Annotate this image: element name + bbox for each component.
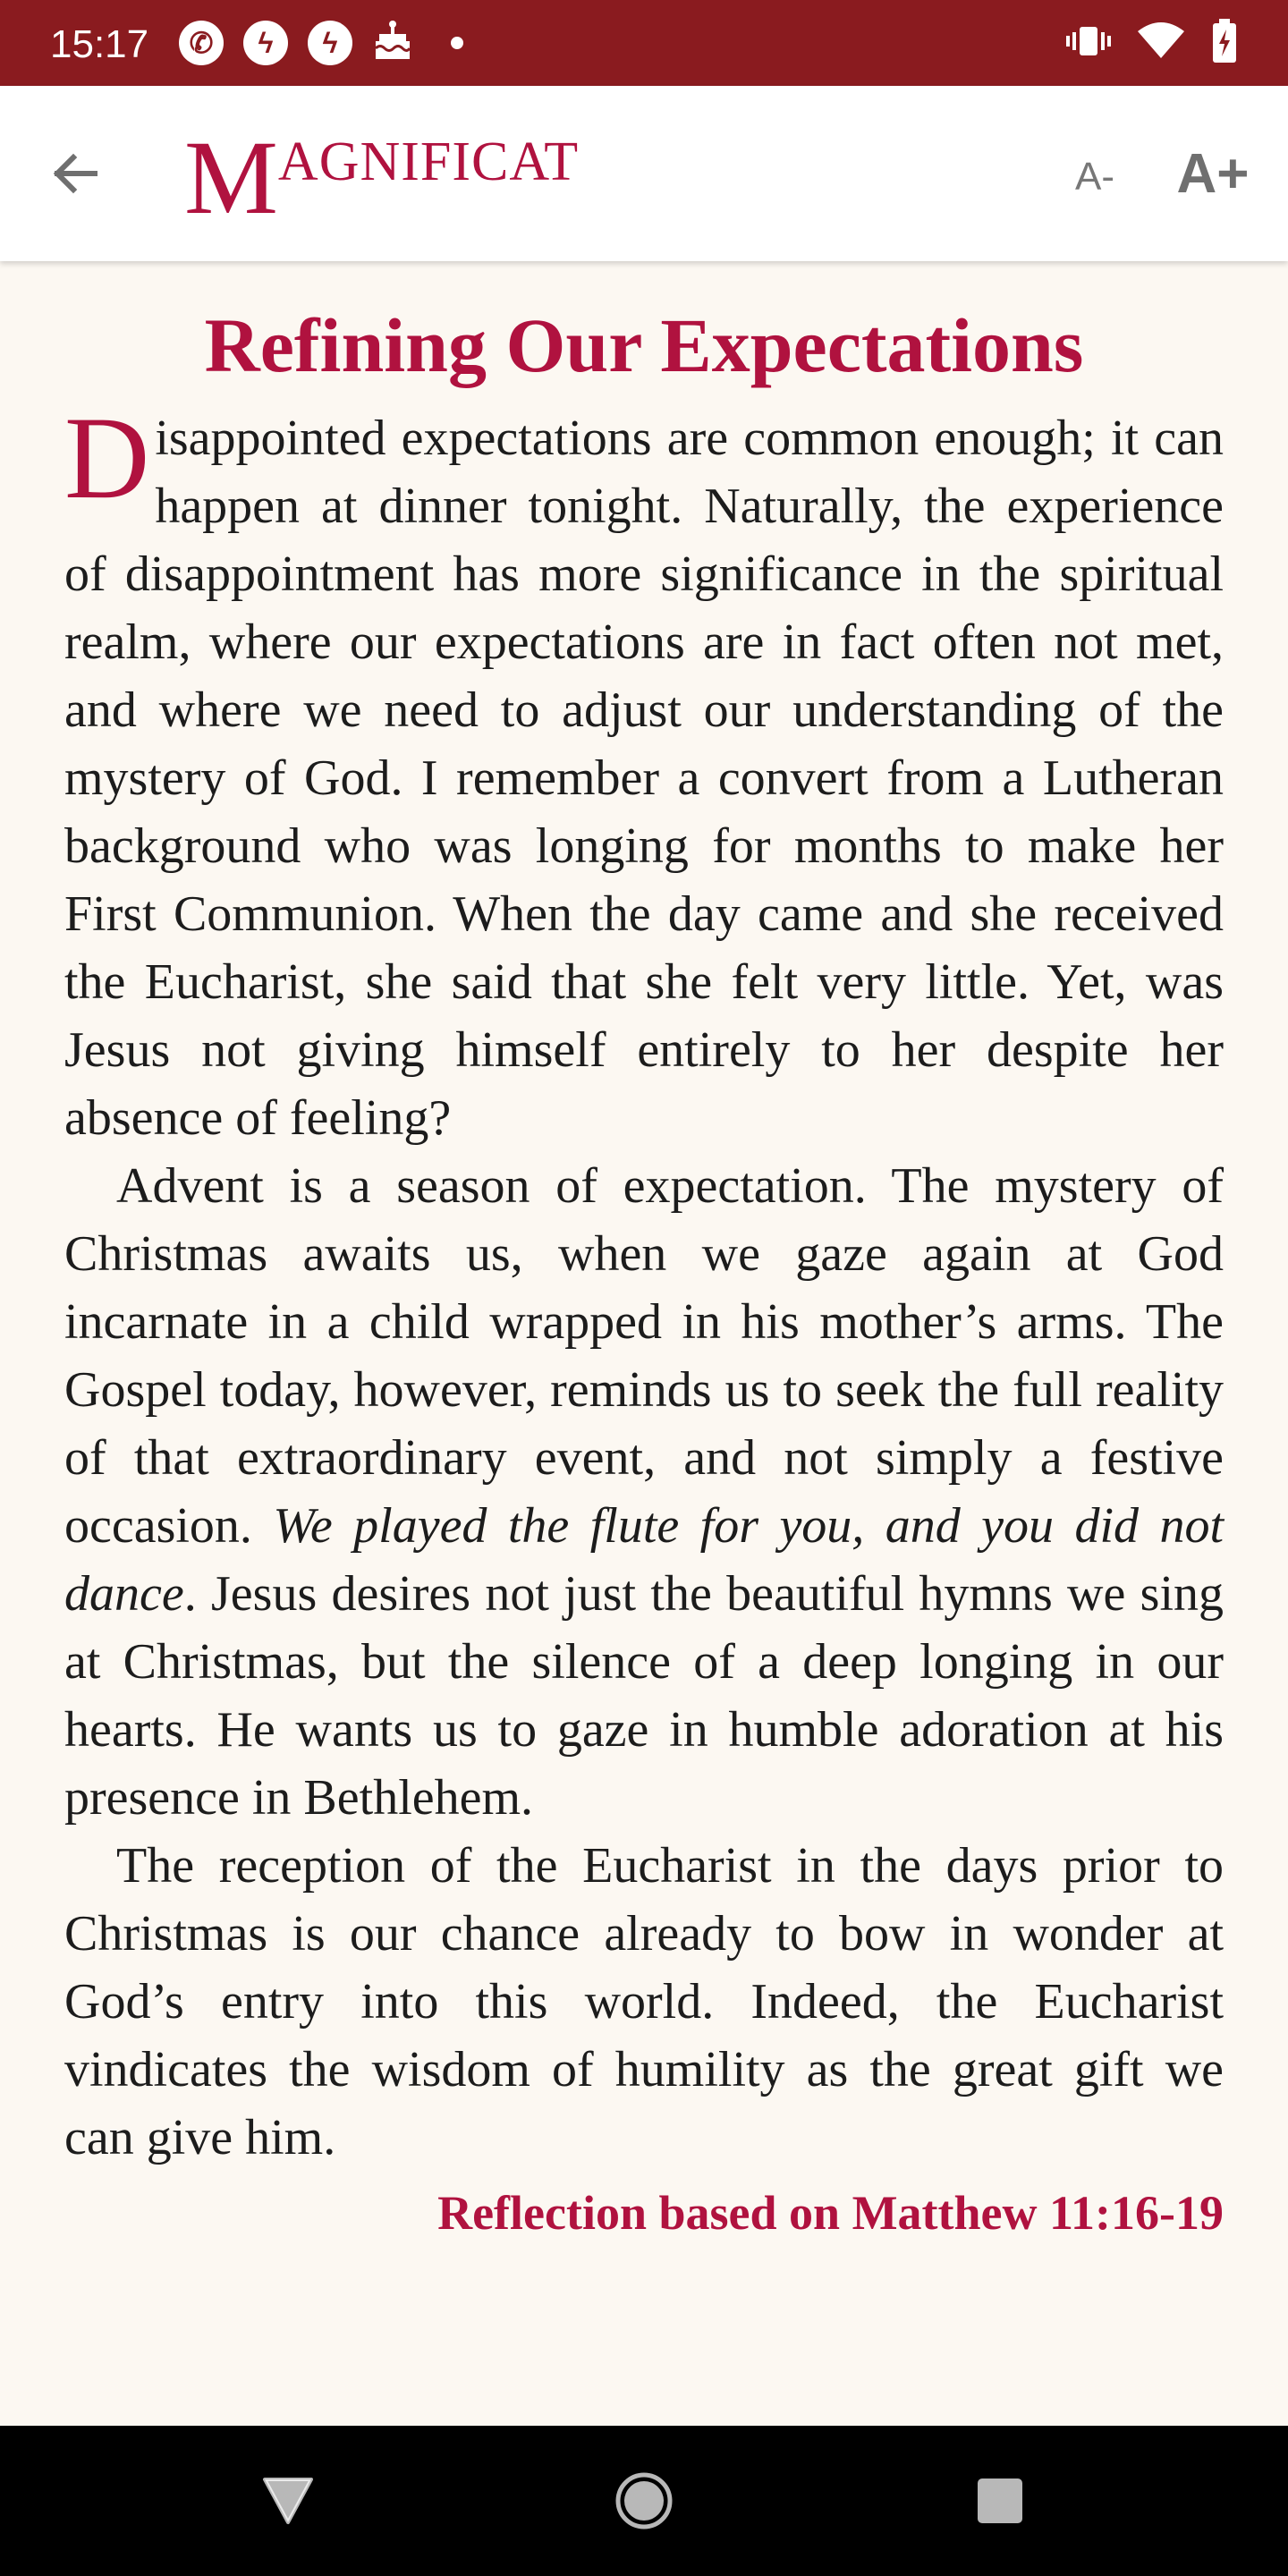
- nav-back-triangle-icon: [261, 2476, 315, 2526]
- status-bar: [0, 0, 1288, 86]
- dot-icon: [451, 37, 463, 49]
- cake-icon: [372, 20, 413, 67]
- vibrate-icon: [1066, 23, 1111, 64]
- article-body: [64, 392, 1224, 2172]
- wifi-icon: [1138, 22, 1184, 64]
- system-icons: [1066, 20, 1238, 66]
- arrow-left-icon: [48, 147, 102, 200]
- nav-home-button[interactable]: [555, 2426, 733, 2576]
- increase-font-button[interactable]: A+: [1176, 143, 1250, 205]
- back-button[interactable]: [39, 141, 111, 206]
- battery-charging-icon: [1211, 19, 1238, 68]
- notification-icons: [179, 20, 463, 66]
- decrease-font-button[interactable]: A-: [1075, 155, 1114, 199]
- app-logo: [184, 119, 580, 236]
- paragraph-1: [64, 392, 1224, 1152]
- messenger-icon: ϟ: [243, 21, 288, 65]
- paragraph-2-text-before: Advent is a season of expectation. The mystery of Christmas awaits us, when we gaze again at God incarnate in a child wrapped in his mother’s arms. The Gospel today, however, reminds us to seek the full reality of that extraordinary event, and not simply a festive occasion.: [64, 1158, 1224, 1554]
- logo-wordmark: AGNIFICAT: [277, 131, 580, 192]
- nav-recents-square-icon: [975, 2476, 1025, 2526]
- status-time: 15:17: [50, 22, 149, 66]
- drop-cap: D: [64, 392, 150, 523]
- whatsapp-icon: ✆: [179, 21, 224, 65]
- nav-home-circle-icon: [614, 2471, 674, 2530]
- nav-back-button[interactable]: [199, 2426, 377, 2576]
- paragraph-2: [64, 1152, 1224, 1832]
- nav-recents-button[interactable]: [911, 2426, 1089, 2576]
- app-bar: [0, 86, 1288, 261]
- paragraph-1-text: isappointed expectations are common enough; it can happen at dinner tonight. Naturally, the experience of disappointment has more significance in the spiritual realm, where our expectations are in fact often not met, and where we need to adjust our understanding of the mystery of God. I remember a convert from a Lutheran background who was longing for months to make her First Communion. When the day came and she received the Eucharist, she said that she felt very little. Yet, was Jesus not giving himself entirely to her despite her absence of feeling?: [64, 411, 1224, 1146]
- paragraph-2-text-after: . Jesus desires not just the beautiful hymns we sing at Christmas, but the silence of a deep longing in our hearts. He wants us to gaze in humble adoration at his presence in Bethlehem.: [64, 1566, 1224, 1826]
- messenger-icon: ϟ: [308, 21, 352, 65]
- paragraph-3: The reception of the Eucharist in the days prior to Christmas is our chance already to bow in wonder at God’s entry into this world. Indeed, the Eucharist vindicates the wisdom of humility as the great gift we can give him.: [64, 1838, 1224, 2165]
- scripture-quote: We played the flute for you, and you did not dance: [64, 1498, 1224, 1622]
- logo-initial: M: [184, 119, 278, 236]
- article-content: [64, 295, 1224, 2249]
- article-title: Refining Our Expectations: [204, 302, 1084, 388]
- scripture-attribution: Reflection based on Matthew 11:16-19: [437, 2186, 1224, 2240]
- navigation-bar: [0, 2426, 1288, 2576]
